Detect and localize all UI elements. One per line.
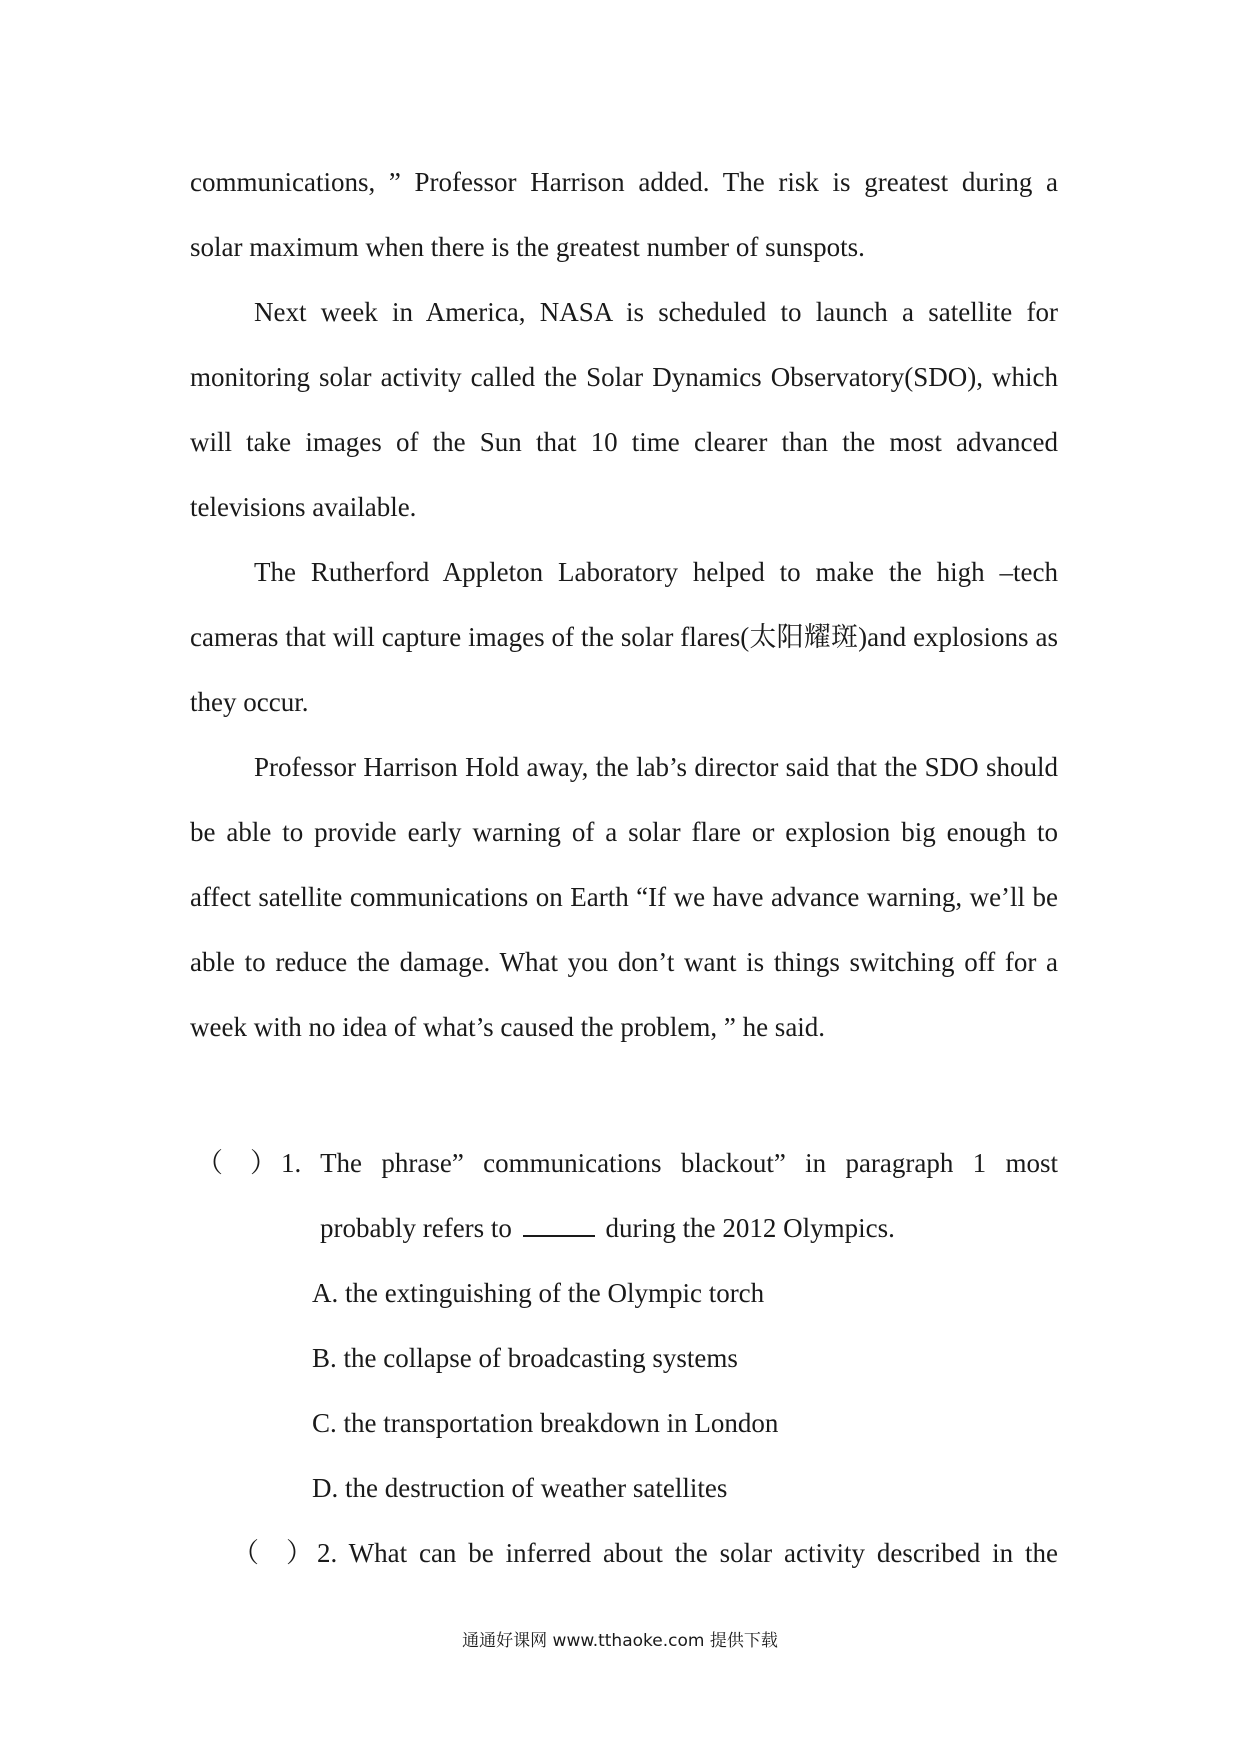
question-1-stem-line-2-after: during the 2012 Olympics. [605,1213,895,1243]
paragraph-1-line-1: communications, ” Professor Harrison added. The risk is greatest during a [190,167,1058,197]
question-2-answer-bracket[interactable]: （ ） [232,1538,313,1568]
question-1-blank [523,1213,595,1237]
question-2-stem-line-1: 2. What can be inferred about the solar activity described in the [317,1538,1058,1568]
paragraph-1-line-2: solar maximum when there is the greatest number of sunspots. [190,232,865,262]
question-1-line-2 [320,1196,895,1261]
paragraph-2: Next week in America, NASA is scheduled to launch a satellite for monitoring solar activity called the Solar Dynamics Observatory(SDO), which will take images of the Sun that 10 time clearer than the most advanced televisions available. [190,297,1058,522]
question-1-answer-bracket[interactable]: （ ） [196,1148,277,1178]
question-1-option-a: A. the extinguishing of the Olympic torch [312,1278,765,1308]
passage [190,150,1058,1060]
question-1-line-1 [196,1131,1058,1196]
question-1-option-c: C. the transportation breakdown in London [312,1408,779,1438]
question-1-option-b: B. the collapse of broadcasting systems [312,1343,738,1373]
page-footer: 通通好课网 www.tthaoke.com 提供下载 [462,1631,778,1651]
question-2-line-1 [232,1521,1058,1586]
paragraph-4: Professor Harrison Hold away, the lab’s director said that the SDO should be able to provide early warning of a solar flare or explosion big enough to affect satellite communications on Earth “If we have advance warning, we’ll be able to reduce the damage. What you don’t want is things switching off for a week with no idea of what’s caused the problem, ” he said. [190,752,1058,1042]
question-1-stem-line-2-before: probably refers to [320,1213,512,1243]
paragraph-3: The Rutherford Appleton Laboratory helped to make the high –tech cameras that will capture images of the solar flares(太阳耀斑)and explosions as they occur. [190,557,1058,717]
question-1-stem-line-1: 1. The phrase” communications blackout” in paragraph 1 most [281,1148,1058,1178]
question-1-option-d: D. the destruction of weather satellites [312,1473,728,1503]
